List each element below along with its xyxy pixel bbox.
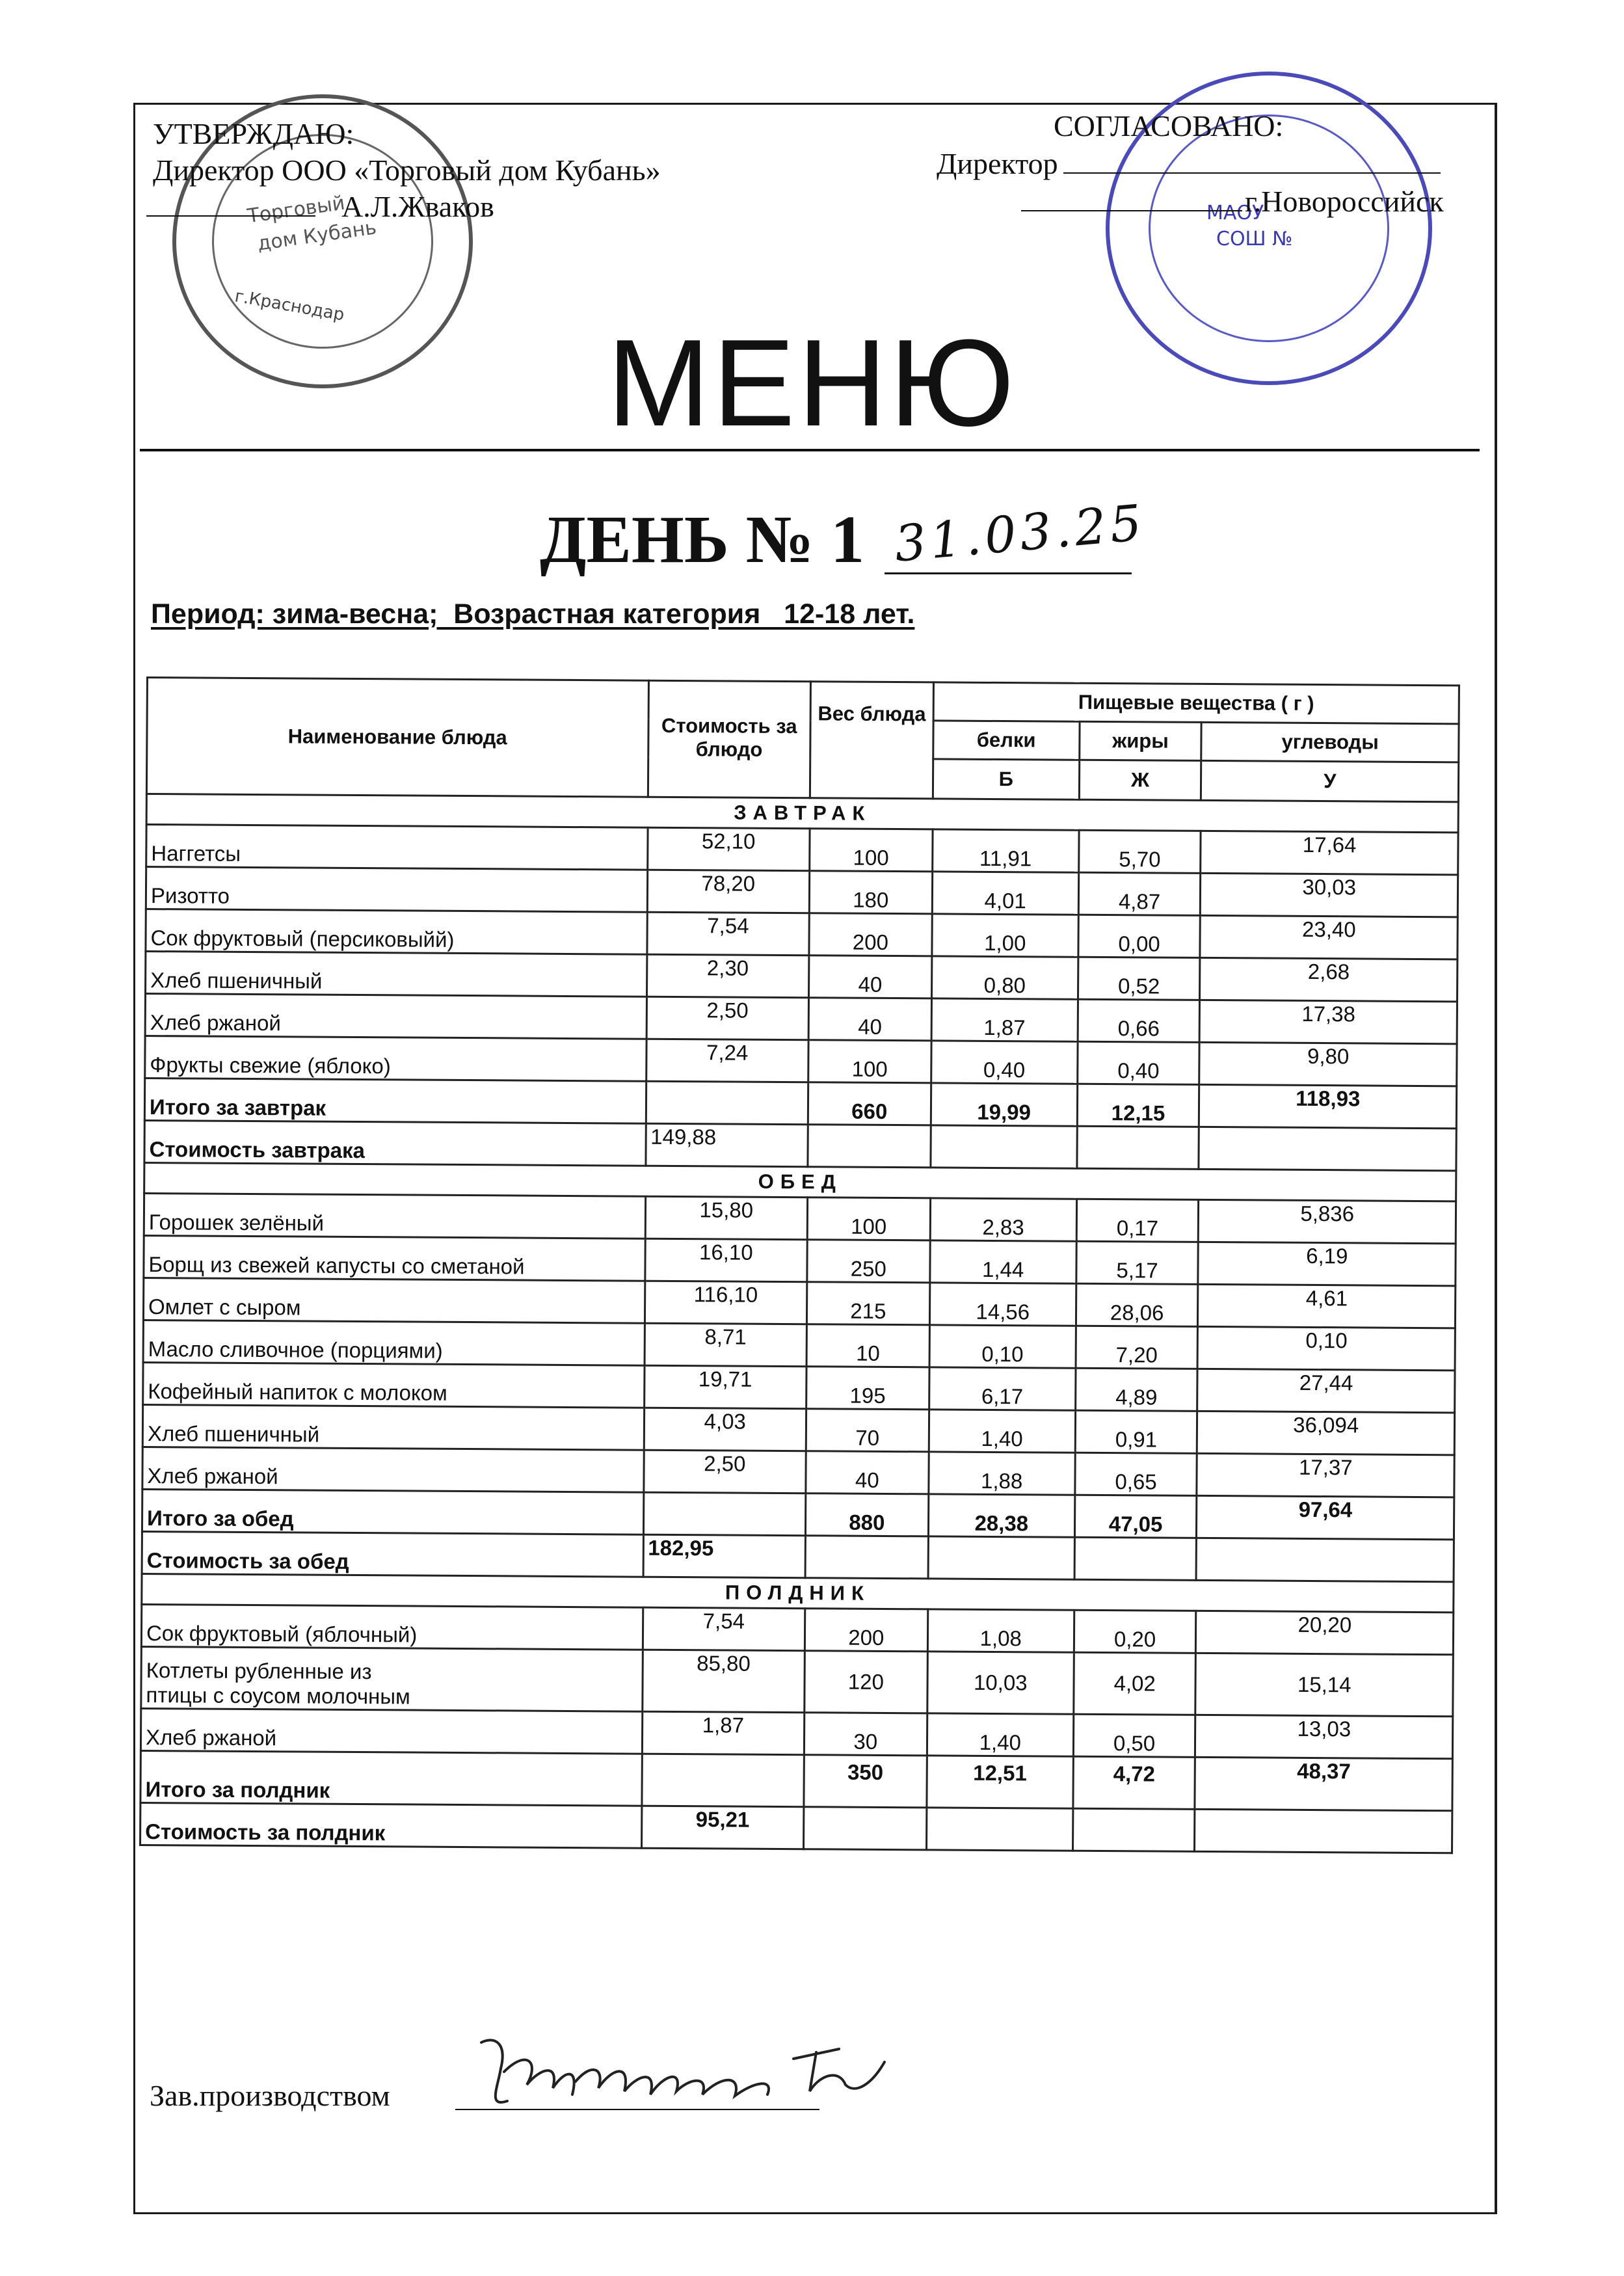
section-breakfast: ЗАВТРАК <box>146 794 1458 833</box>
dish-weight: 40 <box>808 998 931 1041</box>
dish-protein: 4,01 <box>932 872 1078 915</box>
total-carbs: 97,64 <box>1197 1495 1454 1539</box>
dish-cost: 2,50 <box>643 1450 806 1493</box>
dish-carbs: 30,03 <box>1201 873 1458 917</box>
total-label: Итого за полдник <box>140 1750 642 1806</box>
dish-fat: 7,20 <box>1076 1326 1198 1369</box>
total-weight: 660 <box>808 1082 931 1125</box>
dish-fat: 28,06 <box>1076 1283 1198 1326</box>
header-weight-text: Вес блюда <box>818 702 926 726</box>
header-protein-short: Б <box>933 759 1079 799</box>
dish-carbs: 5,836 <box>1199 1199 1456 1243</box>
agree-city-line <box>1021 210 1242 211</box>
day-date-line <box>885 572 1132 574</box>
cost-total-value: 95,21 <box>641 1806 804 1849</box>
empty-cell <box>1195 1809 1452 1853</box>
dish-cost: 7,54 <box>643 1607 805 1651</box>
table-row <box>145 1036 1457 1086</box>
dish-carbs: 17,37 <box>1197 1453 1454 1497</box>
dish-cost: 19,71 <box>644 1365 806 1409</box>
dish-weight: 200 <box>805 1609 927 1652</box>
empty-cell <box>805 1536 928 1579</box>
total-row <box>144 1078 1456 1128</box>
dish-protein: 0,40 <box>931 1041 1077 1084</box>
dish-name: Борщ из свежей капусты со сметаной <box>144 1235 645 1281</box>
dish-name: Ризотто <box>146 867 647 913</box>
dish-weight: 195 <box>806 1367 929 1410</box>
dish-carbs: 2,68 <box>1200 957 1458 1001</box>
dish-fat: 0,00 <box>1078 915 1201 957</box>
header-nutrients-text: Пищевые вещества ( г ) <box>1078 690 1314 715</box>
dish-weight: 100 <box>808 1040 931 1083</box>
dish-cost: 1,87 <box>642 1711 805 1755</box>
table-row <box>145 994 1457 1044</box>
header-fat-short: Ж <box>1079 760 1201 800</box>
dish-name-line-2: птицы с соусом молочным <box>146 1683 410 1709</box>
dish-protein: 2,83 <box>930 1198 1076 1241</box>
dish-name: Горошек зелёный <box>144 1193 645 1238</box>
agree-city-name: г.Новороссийск <box>1245 185 1444 218</box>
dish-weight: 30 <box>804 1713 927 1756</box>
dish-name: Наггетсы <box>146 825 648 870</box>
dish-carbs: 4,61 <box>1198 1284 1456 1328</box>
dish-cost: 78,20 <box>647 870 810 913</box>
dish-fat: 5,70 <box>1078 830 1201 873</box>
empty-cell <box>928 1536 1074 1579</box>
cost-total-value: 149,88 <box>645 1123 808 1167</box>
total-protein: 28,38 <box>928 1494 1074 1537</box>
total-cost-empty <box>646 1081 808 1125</box>
day-date-handwritten: 31.03.25 <box>892 493 1148 573</box>
total-cost-empty <box>643 1492 806 1536</box>
dish-carbs: 20,20 <box>1196 1611 1454 1654</box>
section-snack: ПОЛДНИК <box>142 1573 1454 1612</box>
header-carbs-short: У <box>1201 760 1459 801</box>
approve-heading: УТВЕРЖДАЮ: <box>153 117 354 150</box>
empty-cell <box>1077 1126 1199 1169</box>
dish-fat: 0,91 <box>1075 1410 1197 1453</box>
approve-block <box>153 116 661 225</box>
menu-table <box>139 676 1460 1854</box>
dish-protein: 1,87 <box>931 998 1078 1041</box>
cost-total-row <box>144 1120 1456 1170</box>
dish-protein: 0,10 <box>929 1325 1076 1368</box>
header-name-text: Наименование блюда <box>287 725 507 749</box>
cost-total-row <box>140 1802 1452 1853</box>
left-seal-text-3: г.Краснодар <box>233 286 346 325</box>
total-carbs: 48,37 <box>1195 1757 1452 1810</box>
cost-total-label: Стоимость завтрака <box>144 1120 646 1166</box>
dish-weight: 70 <box>806 1409 929 1452</box>
dish-cost: 2,50 <box>646 997 809 1040</box>
dish-carbs: 36,094 <box>1197 1411 1455 1454</box>
agree-position-label: Директор <box>937 147 1058 180</box>
dish-weight: 40 <box>806 1451 929 1494</box>
dish-name: Омлет с сыром <box>143 1278 645 1323</box>
table-row <box>140 1708 1452 1758</box>
day-number: ДЕНЬ № 1 <box>540 502 865 577</box>
dish-weight: 100 <box>807 1198 930 1240</box>
empty-cell <box>1199 1127 1456 1170</box>
table-row <box>143 1320 1455 1370</box>
dish-fat: 4,89 <box>1075 1368 1197 1411</box>
total-fat: 47,05 <box>1074 1495 1197 1538</box>
dish-carbs: 9,80 <box>1199 1042 1457 1086</box>
cost-total-label: Стоимость за обед <box>142 1531 643 1577</box>
table-row <box>146 867 1458 917</box>
dish-name: Масло сливочное (порциями) <box>143 1320 645 1365</box>
table-row <box>146 909 1458 959</box>
dish-name-line-1: Котлеты рубленные из <box>146 1658 372 1684</box>
table-row <box>146 952 1458 1002</box>
dish-name: Хлеб пшеничный <box>146 952 647 997</box>
agree-heading: СОГЛАСОВАНО: <box>1054 109 1284 142</box>
header-name <box>146 678 648 797</box>
dish-carbs: 13,03 <box>1195 1715 1453 1758</box>
dish-fat: 0,17 <box>1076 1199 1199 1242</box>
dish-weight: 215 <box>806 1282 929 1325</box>
period-line: Период: зима-весна; Возрастная категория 12-18 лет. <box>151 598 915 630</box>
section-lunch: ОБЕД <box>144 1162 1456 1201</box>
agree-city <box>937 183 1444 221</box>
dish-weight: 10 <box>806 1324 929 1367</box>
dish-protein: 11,91 <box>932 829 1078 872</box>
dish-weight: 250 <box>807 1240 930 1283</box>
dish-weight: 100 <box>810 829 933 872</box>
total-row <box>140 1750 1452 1810</box>
empty-cell <box>1074 1537 1197 1580</box>
dish-name: Хлеб ржаной <box>140 1708 642 1754</box>
header-carbs: углеводы <box>1201 722 1459 762</box>
total-carbs: 118,93 <box>1199 1084 1457 1128</box>
total-cost-empty <box>641 1754 804 1807</box>
dish-name: Сок фруктовый (яблочный) <box>141 1604 643 1650</box>
header-fat: жиры <box>1079 721 1201 760</box>
dish-cost: 4,03 <box>644 1408 806 1451</box>
dish-carbs: 17,64 <box>1201 831 1458 874</box>
empty-cell <box>926 1808 1072 1851</box>
title-divider <box>140 449 1480 451</box>
dish-protein: 14,56 <box>929 1283 1076 1326</box>
table-row <box>141 1646 1454 1716</box>
dish-fat: 5,17 <box>1076 1241 1199 1284</box>
total-row <box>142 1489 1454 1539</box>
dish-name: Хлеб ржаной <box>145 994 646 1039</box>
dish-fat: 0,20 <box>1074 1610 1196 1653</box>
dish-fat: 0,40 <box>1077 1041 1199 1084</box>
total-weight: 350 <box>804 1755 927 1808</box>
header-cost <box>648 680 810 798</box>
table-row <box>142 1447 1454 1497</box>
right-seal-text-1: МАОУ <box>1206 202 1264 224</box>
header-weight <box>810 682 933 799</box>
dish-cost: 8,71 <box>645 1323 807 1367</box>
total-protein: 19,99 <box>931 1083 1077 1126</box>
approve-sign-line <box>146 215 315 217</box>
total-fat: 12,15 <box>1077 1084 1199 1127</box>
dish-protein: 1,40 <box>927 1713 1073 1756</box>
dish-cost: 85,80 <box>642 1650 805 1713</box>
dish-carbs: 15,14 <box>1195 1653 1453 1716</box>
dish-protein: 6,17 <box>929 1367 1075 1410</box>
production-manager-label: Зав.производством <box>150 2079 390 2112</box>
total-protein: 12,51 <box>927 1756 1073 1808</box>
total-label: Итого за обед <box>142 1489 643 1534</box>
dish-fat: 4,87 <box>1078 872 1201 915</box>
dish-name <box>141 1646 643 1711</box>
dish-protein: 1,88 <box>929 1452 1075 1495</box>
dish-weight: 120 <box>805 1651 927 1713</box>
agree-position <box>937 145 1444 183</box>
table-row <box>144 1235 1456 1285</box>
table-row <box>143 1362 1455 1412</box>
dish-weight: 40 <box>808 956 931 998</box>
total-fat: 4,72 <box>1073 1756 1195 1809</box>
header-protein: белки <box>933 721 1080 760</box>
empty-cell <box>1072 1808 1195 1851</box>
dish-protein: 1,08 <box>927 1609 1074 1652</box>
dish-protein: 0,80 <box>931 956 1078 999</box>
dish-protein: 1,00 <box>932 914 1078 957</box>
dish-fat: 0,66 <box>1078 999 1200 1042</box>
dish-carbs: 23,40 <box>1200 915 1458 959</box>
handwritten-signature <box>468 2023 937 2134</box>
dish-name: Кофейный напиток с молоком <box>143 1362 645 1408</box>
total-label: Итого за завтрак <box>144 1078 646 1123</box>
dish-name: Хлеб пшеничный <box>142 1404 644 1450</box>
left-seal-text-2: дом Кубань <box>256 216 379 256</box>
dish-fat: 4,02 <box>1074 1652 1196 1715</box>
dish-fat: 0,50 <box>1073 1714 1195 1757</box>
agree-sign-line <box>1063 172 1441 174</box>
dish-fat: 0,65 <box>1075 1453 1197 1495</box>
cost-total-label: Стоимость за полдник <box>140 1802 642 1848</box>
menu-title: МЕНЮ <box>607 314 1017 452</box>
agree-block <box>937 107 1444 221</box>
empty-cell <box>931 1125 1077 1168</box>
dish-name: Фрукты свежие (яблоко) <box>145 1036 646 1081</box>
empty-cell <box>803 1807 926 1850</box>
dish-carbs: 6,19 <box>1198 1242 1456 1285</box>
dish-cost: 52,10 <box>647 827 810 871</box>
dish-cost: 2,30 <box>646 954 809 998</box>
left-seal-text-1: Торговый <box>246 191 347 228</box>
dish-carbs: 0,10 <box>1197 1326 1455 1370</box>
table-row <box>141 1604 1453 1654</box>
approve-position: Директор ООО «Торговый дом Кубань» <box>153 154 661 187</box>
dish-cost: 116,10 <box>645 1281 807 1324</box>
approve-signer-name: А.Л.Жваков <box>341 190 494 223</box>
cost-total-row <box>142 1531 1454 1581</box>
empty-cell <box>1196 1538 1454 1581</box>
total-weight: 880 <box>805 1493 928 1536</box>
dish-cost: 7,24 <box>646 1039 808 1082</box>
table-row <box>143 1278 1455 1328</box>
table-row <box>146 825 1458 875</box>
header-nutrients <box>933 682 1459 724</box>
dish-cost: 15,80 <box>645 1196 808 1240</box>
dish-weight: 180 <box>809 871 932 914</box>
approve-signer <box>153 189 661 225</box>
dish-weight: 200 <box>809 913 932 956</box>
dish-carbs: 27,44 <box>1197 1369 1455 1412</box>
dish-protein: 10,03 <box>927 1652 1074 1714</box>
dish-cost: 7,54 <box>646 912 809 956</box>
dish-carbs: 17,38 <box>1200 1000 1458 1043</box>
dish-name: Сок фруктовый (персиковыйй) <box>146 909 647 955</box>
table-row <box>142 1404 1454 1454</box>
dish-fat: 0,52 <box>1078 957 1200 1000</box>
cost-total-value: 182,95 <box>643 1534 806 1578</box>
dish-protein: 1,40 <box>929 1410 1075 1453</box>
right-seal-text-2: СОШ № <box>1216 228 1293 250</box>
table-row <box>144 1193 1456 1243</box>
dish-protein: 1,44 <box>930 1240 1076 1283</box>
empty-cell <box>808 1125 931 1168</box>
dish-name: Хлеб ржаной <box>142 1447 644 1492</box>
header-cost-text: Стоимость за блюдо <box>661 714 797 761</box>
dish-cost: 16,10 <box>645 1238 807 1282</box>
